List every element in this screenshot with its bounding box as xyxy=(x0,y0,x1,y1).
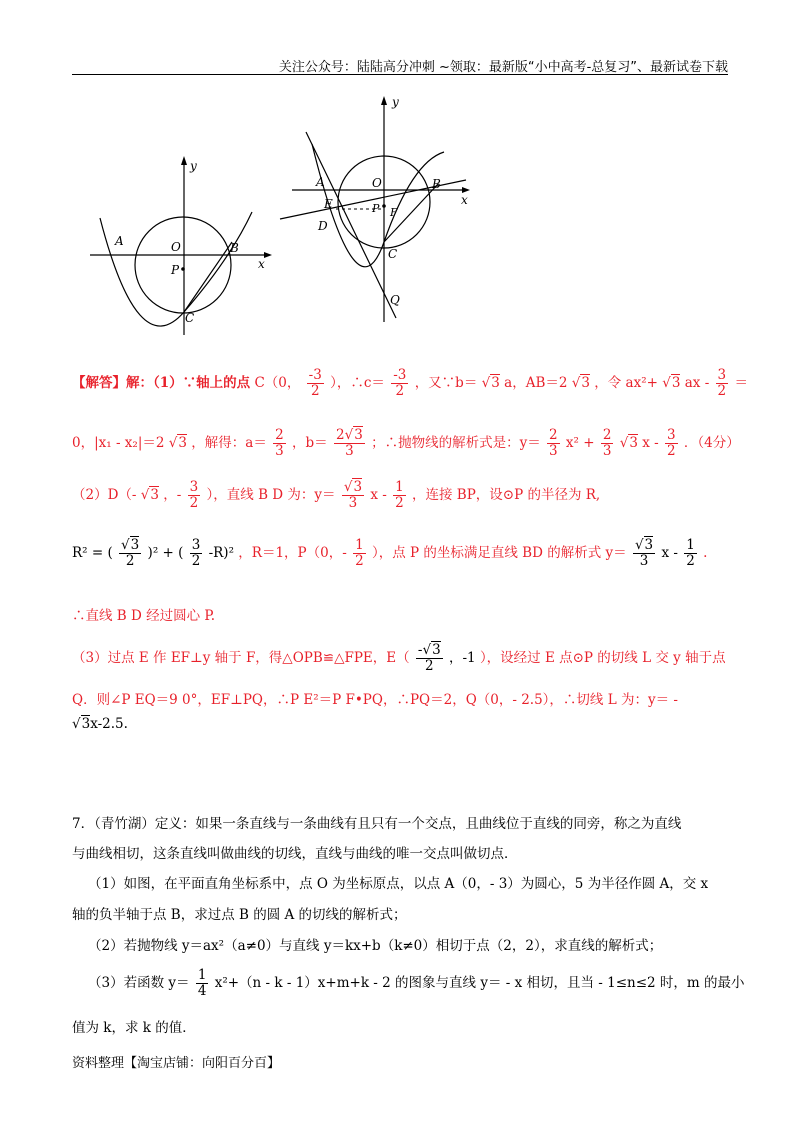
right-label-x: x xyxy=(461,193,468,207)
solution-line-6: （3）过点 E 作 EF⊥y 轴于 F，得△OPB≌△FPE，E（ $\frac{-√3}{2}$ ，-1 ），设经过 E 点⊙P 的切线 L 交 y 轴于点 xyxy=(72,642,726,674)
left-label-B: B xyxy=(230,241,239,255)
solution-line-5: ∴直线 B D 经过圆心 P. xyxy=(72,608,216,624)
right-label-F: F xyxy=(390,206,398,219)
figure-right xyxy=(276,92,476,327)
problem7-line-5: （2）若抛物线 y＝ax²（a≠0）与直线 y＝kx+b（k≠0）相切于点（2，2），求直线的解析式； xyxy=(88,938,663,954)
right-label-O: O xyxy=(372,176,382,190)
right-label-y: y xyxy=(392,95,399,109)
right-label-E: E xyxy=(324,197,333,211)
solution-line-4: R² = ( $\frac{√3}{2}$ )² + ( $\frac{3}{2}$ -R)² ，R＝1，P（0，- $\frac{1}{2}$ ），点 P 的坐标满足直线 BD 的解析式 y＝ $\frac{√3}{3}$ x - $\frac{1}{2}$ . xyxy=(72,537,708,569)
left-label-P: P xyxy=(171,263,180,277)
header-rule xyxy=(72,74,728,75)
left-label-x: x xyxy=(258,257,265,271)
left-label-A: A xyxy=(115,234,124,248)
figure-left xyxy=(88,150,288,340)
right-label-P: P xyxy=(372,202,380,215)
problem7-line-1: 7．（青竹湖）定义：如果一条直线与一条曲线有且只有一个交点，且曲线位于直线的同旁，称之为直线 xyxy=(72,816,682,832)
right-label-Q: Q xyxy=(390,293,400,307)
page-footer: 资料整理【淘宝店铺：向阳百分百】 xyxy=(72,1056,281,1071)
left-label-y: y xyxy=(190,159,197,173)
problem7-line-2: 与曲线相切，这条直线叫做曲线的切线，直线与曲线的唯一交点叫做切点． xyxy=(72,846,518,862)
left-label-C: C xyxy=(185,311,195,325)
left-label-O: O xyxy=(171,240,181,254)
solution-line-7: Q．则∠P EQ＝9 0°，EF⊥PQ，∴P E²＝P F•PQ，∴PQ＝2，Q（0，- 2.5），∴切线 L 为：y＝ - xyxy=(72,692,678,708)
solution-line-8: √3x-2.5. xyxy=(72,716,128,732)
problem7-line-6: （3）若函数 y＝ $\frac{1}{4}$ x²+（n - k - 1）x+m+k - 2 的图象与直线 y＝ - x 相切，且当 - 1≤n≤2 时，m 的最小 xyxy=(88,967,745,999)
sqrt3: √3 xyxy=(481,374,500,391)
solution-line-1: 【解答】解：（1）∵轴上的点 C（0， $\frac{-3}{2}$ ），∴c＝ $\frac{-3}{2}$ ，又∵b＝ √3 a，AB＝2 √3 ，令 ax²+ √3 ax - $\frac{3}{2}$ ＝ xyxy=(72,367,748,399)
problem7-line-3: （1）如图，在平面直角坐标系中，点 O 为坐标原点，以点 A（0，- 3）为圆心，5 为半径作圆 A，交 x xyxy=(88,876,709,892)
right-label-D: D xyxy=(318,219,328,233)
right-label-B: B xyxy=(432,177,441,191)
right-label-C: C xyxy=(388,247,398,261)
right-label-A: A xyxy=(316,175,325,189)
problem7-line-7: 值为 k，求 k 的值． xyxy=(72,1020,196,1036)
solution-line-3: （2）D（- √3 ，- $\frac{3}{2}$ ），直线 B D 为：y＝ $\frac{√3}{3}$ x - $\frac{1}{2}$ ，连接 BP，设⊙P 的半径为 R, xyxy=(72,479,601,511)
solution-line-2: 0，|x₁ - x₂|＝2 √3 ，解得：a＝ $\frac{2}{3}$ ，b＝ $\frac{2√3}{3}$ ；∴抛物线的解析式是：y＝ $\frac{2}{3}$ x² + $\frac{2}{3}$ √3 x - $\frac{3}{2}$ ．（4分） xyxy=(72,427,740,459)
problem7-line-4: 轴的负半轴于点 B，求过点 B 的圆 A 的切线的解析式； xyxy=(72,907,407,923)
page-header: 关注公众号：陆陆高分冲刺 ~领取：最新版“小中高考-总复习”、最新试卷下载 xyxy=(278,60,728,75)
